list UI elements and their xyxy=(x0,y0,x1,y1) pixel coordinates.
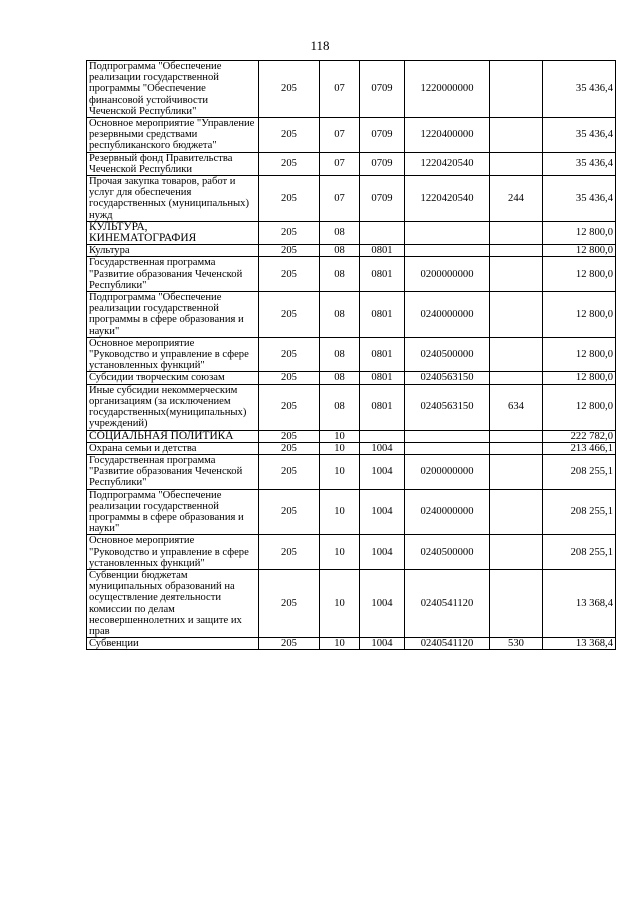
section-code-cell: 08 xyxy=(320,257,360,292)
expense-type-cell xyxy=(490,245,543,257)
amount-cell: 13 368,4 xyxy=(543,638,616,650)
ved-code-cell: 205 xyxy=(259,176,320,222)
subsection-code-cell: 0801 xyxy=(360,372,405,384)
table-row xyxy=(87,245,616,257)
subsection-code-cell xyxy=(360,221,405,244)
row-name-cell: Государственная программа "Развитие образования Чеченской Республики" xyxy=(87,454,259,489)
section-code-cell: 07 xyxy=(320,152,360,175)
expense-type-cell xyxy=(490,430,543,442)
ved-code-cell: 205 xyxy=(259,430,320,442)
amount-cell: 12 800,0 xyxy=(543,372,616,384)
table-row xyxy=(87,257,616,292)
target-article-cell: 1220420540 xyxy=(405,176,490,222)
table-row xyxy=(87,489,616,535)
row-name-cell: СОЦИАЛЬНАЯ ПОЛИТИКА xyxy=(87,430,259,442)
ved-code-cell: 205 xyxy=(259,569,320,637)
row-name-cell: КУЛЬТУРА, КИНЕМАТОГРАФИЯ xyxy=(87,221,259,244)
expense-type-cell xyxy=(490,442,543,454)
ved-code-cell: 205 xyxy=(259,454,320,489)
row-name-cell: Резервный фонд Правительства Чеченской Республики xyxy=(87,152,259,175)
target-article-cell: 0240541120 xyxy=(405,569,490,637)
expense-type-cell xyxy=(490,337,543,372)
row-name-cell: Основное мероприятие "Управление резервными средствами республиканского бюджета" xyxy=(87,118,259,153)
ved-code-cell: 205 xyxy=(259,638,320,650)
section-code-cell: 10 xyxy=(320,430,360,442)
subsection-code-cell xyxy=(360,430,405,442)
table-body xyxy=(87,61,616,650)
subsection-code-cell: 0709 xyxy=(360,152,405,175)
amount-cell: 12 800,0 xyxy=(543,337,616,372)
expense-type-cell xyxy=(490,489,543,535)
subsection-code-cell: 0801 xyxy=(360,384,405,430)
target-article-cell: 0240563150 xyxy=(405,384,490,430)
table-row xyxy=(87,384,616,430)
expense-type-cell xyxy=(490,152,543,175)
target-article-cell: 0240000000 xyxy=(405,489,490,535)
expense-type-cell xyxy=(490,221,543,244)
section-code-cell: 07 xyxy=(320,176,360,222)
budget-table xyxy=(86,60,616,650)
amount-cell: 12 800,0 xyxy=(543,384,616,430)
section-code-cell: 07 xyxy=(320,118,360,153)
table-row xyxy=(87,118,616,153)
amount-cell: 213 466,1 xyxy=(543,442,616,454)
subsection-code-cell: 0801 xyxy=(360,292,405,338)
section-code-cell: 08 xyxy=(320,221,360,244)
subsection-code-cell: 1004 xyxy=(360,442,405,454)
target-article-cell: 0200000000 xyxy=(405,454,490,489)
target-article-cell: 0240541120 xyxy=(405,638,490,650)
subsection-code-cell: 1004 xyxy=(360,489,405,535)
section-code-cell: 10 xyxy=(320,442,360,454)
ved-code-cell: 205 xyxy=(259,442,320,454)
ved-code-cell: 205 xyxy=(259,372,320,384)
ved-code-cell: 205 xyxy=(259,535,320,570)
subsection-code-cell: 0709 xyxy=(360,118,405,153)
row-name-cell: Основное мероприятие "Руководство и управление в сфере установленных функций" xyxy=(87,535,259,570)
section-code-cell: 08 xyxy=(320,245,360,257)
amount-cell: 208 255,1 xyxy=(543,489,616,535)
row-name-cell: Подпрограмма "Обеспечение реализации государственной программы в сфере образования и науки" xyxy=(87,292,259,338)
expense-type-cell xyxy=(490,372,543,384)
expense-type-cell xyxy=(490,454,543,489)
row-name-cell: Субсидии творческим союзам xyxy=(87,372,259,384)
section-code-cell: 10 xyxy=(320,454,360,489)
ved-code-cell: 205 xyxy=(259,61,320,118)
amount-cell: 35 436,4 xyxy=(543,118,616,153)
subsection-code-cell: 1004 xyxy=(360,638,405,650)
section-code-cell: 08 xyxy=(320,337,360,372)
table-row xyxy=(87,337,616,372)
table-row xyxy=(87,569,616,637)
ved-code-cell: 205 xyxy=(259,489,320,535)
target-article-cell: 1220420540 xyxy=(405,152,490,175)
subsection-code-cell: 0801 xyxy=(360,337,405,372)
section-code-cell: 10 xyxy=(320,489,360,535)
table-row xyxy=(87,535,616,570)
section-code-cell: 07 xyxy=(320,61,360,118)
amount-cell: 12 800,0 xyxy=(543,292,616,338)
table-row xyxy=(87,638,616,650)
table-row xyxy=(87,152,616,175)
amount-cell: 12 800,0 xyxy=(543,245,616,257)
amount-cell: 12 800,0 xyxy=(543,221,616,244)
target-article-cell: 1220400000 xyxy=(405,118,490,153)
ved-code-cell: 205 xyxy=(259,384,320,430)
target-article-cell xyxy=(405,221,490,244)
subsection-code-cell: 0801 xyxy=(360,245,405,257)
section-code-cell: 10 xyxy=(320,535,360,570)
table-row xyxy=(87,176,616,222)
subsection-code-cell: 1004 xyxy=(360,454,405,489)
table-row xyxy=(87,430,616,442)
ved-code-cell: 205 xyxy=(259,292,320,338)
expense-type-cell xyxy=(490,61,543,118)
ved-code-cell: 205 xyxy=(259,221,320,244)
expense-type-cell xyxy=(490,569,543,637)
row-name-cell: Основное мероприятие "Руководство и управление в сфере установленных функций" xyxy=(87,337,259,372)
subsection-code-cell: 0709 xyxy=(360,61,405,118)
section-code-cell: 08 xyxy=(320,372,360,384)
amount-cell: 12 800,0 xyxy=(543,257,616,292)
row-name-cell: Государственная программа "Развитие образования Чеченской Республики" xyxy=(87,257,259,292)
amount-cell: 35 436,4 xyxy=(543,152,616,175)
section-code-cell: 10 xyxy=(320,638,360,650)
target-article-cell: 0240563150 xyxy=(405,372,490,384)
section-code-cell: 08 xyxy=(320,292,360,338)
target-article-cell: 0240500000 xyxy=(405,535,490,570)
section-code-cell: 10 xyxy=(320,569,360,637)
table-row xyxy=(87,442,616,454)
amount-cell: 222 782,0 xyxy=(543,430,616,442)
table-row xyxy=(87,221,616,244)
expense-type-cell: 634 xyxy=(490,384,543,430)
table-row xyxy=(87,292,616,338)
subsection-code-cell: 1004 xyxy=(360,535,405,570)
table-row xyxy=(87,61,616,118)
amount-cell: 13 368,4 xyxy=(543,569,616,637)
target-article-cell xyxy=(405,442,490,454)
expense-type-cell xyxy=(490,118,543,153)
ved-code-cell: 205 xyxy=(259,257,320,292)
row-name-cell: Прочая закупка товаров, работ и услуг для обеспечения государственных (муниципальных) нужд xyxy=(87,176,259,222)
expense-type-cell xyxy=(490,535,543,570)
section-code-cell: 08 xyxy=(320,384,360,430)
table-row xyxy=(87,372,616,384)
ved-code-cell: 205 xyxy=(259,337,320,372)
target-article-cell: 0240500000 xyxy=(405,337,490,372)
row-name-cell: Иные субсидии некоммерческим организациям (за исключением государственных(муниципальных) учреждений) xyxy=(87,384,259,430)
expense-type-cell xyxy=(490,257,543,292)
subsection-code-cell: 0801 xyxy=(360,257,405,292)
row-name-cell: Культура xyxy=(87,245,259,257)
expense-type-cell: 244 xyxy=(490,176,543,222)
amount-cell: 208 255,1 xyxy=(543,535,616,570)
target-article-cell xyxy=(405,430,490,442)
target-article-cell: 0200000000 xyxy=(405,257,490,292)
ved-code-cell: 205 xyxy=(259,245,320,257)
page-number: 118 xyxy=(310,38,330,53)
subsection-code-cell: 0709 xyxy=(360,176,405,222)
row-name-cell: Субвенции бюджетам муниципальных образований на осуществление деятельности комиссии по делам несовершеннолетних и защите их прав xyxy=(87,569,259,637)
row-name-cell: Субвенции xyxy=(87,638,259,650)
row-name-cell: Подпрограмма "Обеспечение реализации государственной программы в сфере образования и науки" xyxy=(87,489,259,535)
row-name-cell: Подпрограмма "Обеспечение реализации государственной программы "Обеспечение финансовой устойчивости Чеченской Республики" xyxy=(87,61,259,118)
expense-type-cell xyxy=(490,292,543,338)
target-article-cell xyxy=(405,245,490,257)
subsection-code-cell: 1004 xyxy=(360,569,405,637)
amount-cell: 35 436,4 xyxy=(543,61,616,118)
target-article-cell: 0240000000 xyxy=(405,292,490,338)
expense-type-cell: 530 xyxy=(490,638,543,650)
ved-code-cell: 205 xyxy=(259,152,320,175)
table-row xyxy=(87,454,616,489)
row-name-cell: Охрана семьи и детства xyxy=(87,442,259,454)
ved-code-cell: 205 xyxy=(259,118,320,153)
amount-cell: 208 255,1 xyxy=(543,454,616,489)
target-article-cell: 1220000000 xyxy=(405,61,490,118)
amount-cell: 35 436,4 xyxy=(543,176,616,222)
